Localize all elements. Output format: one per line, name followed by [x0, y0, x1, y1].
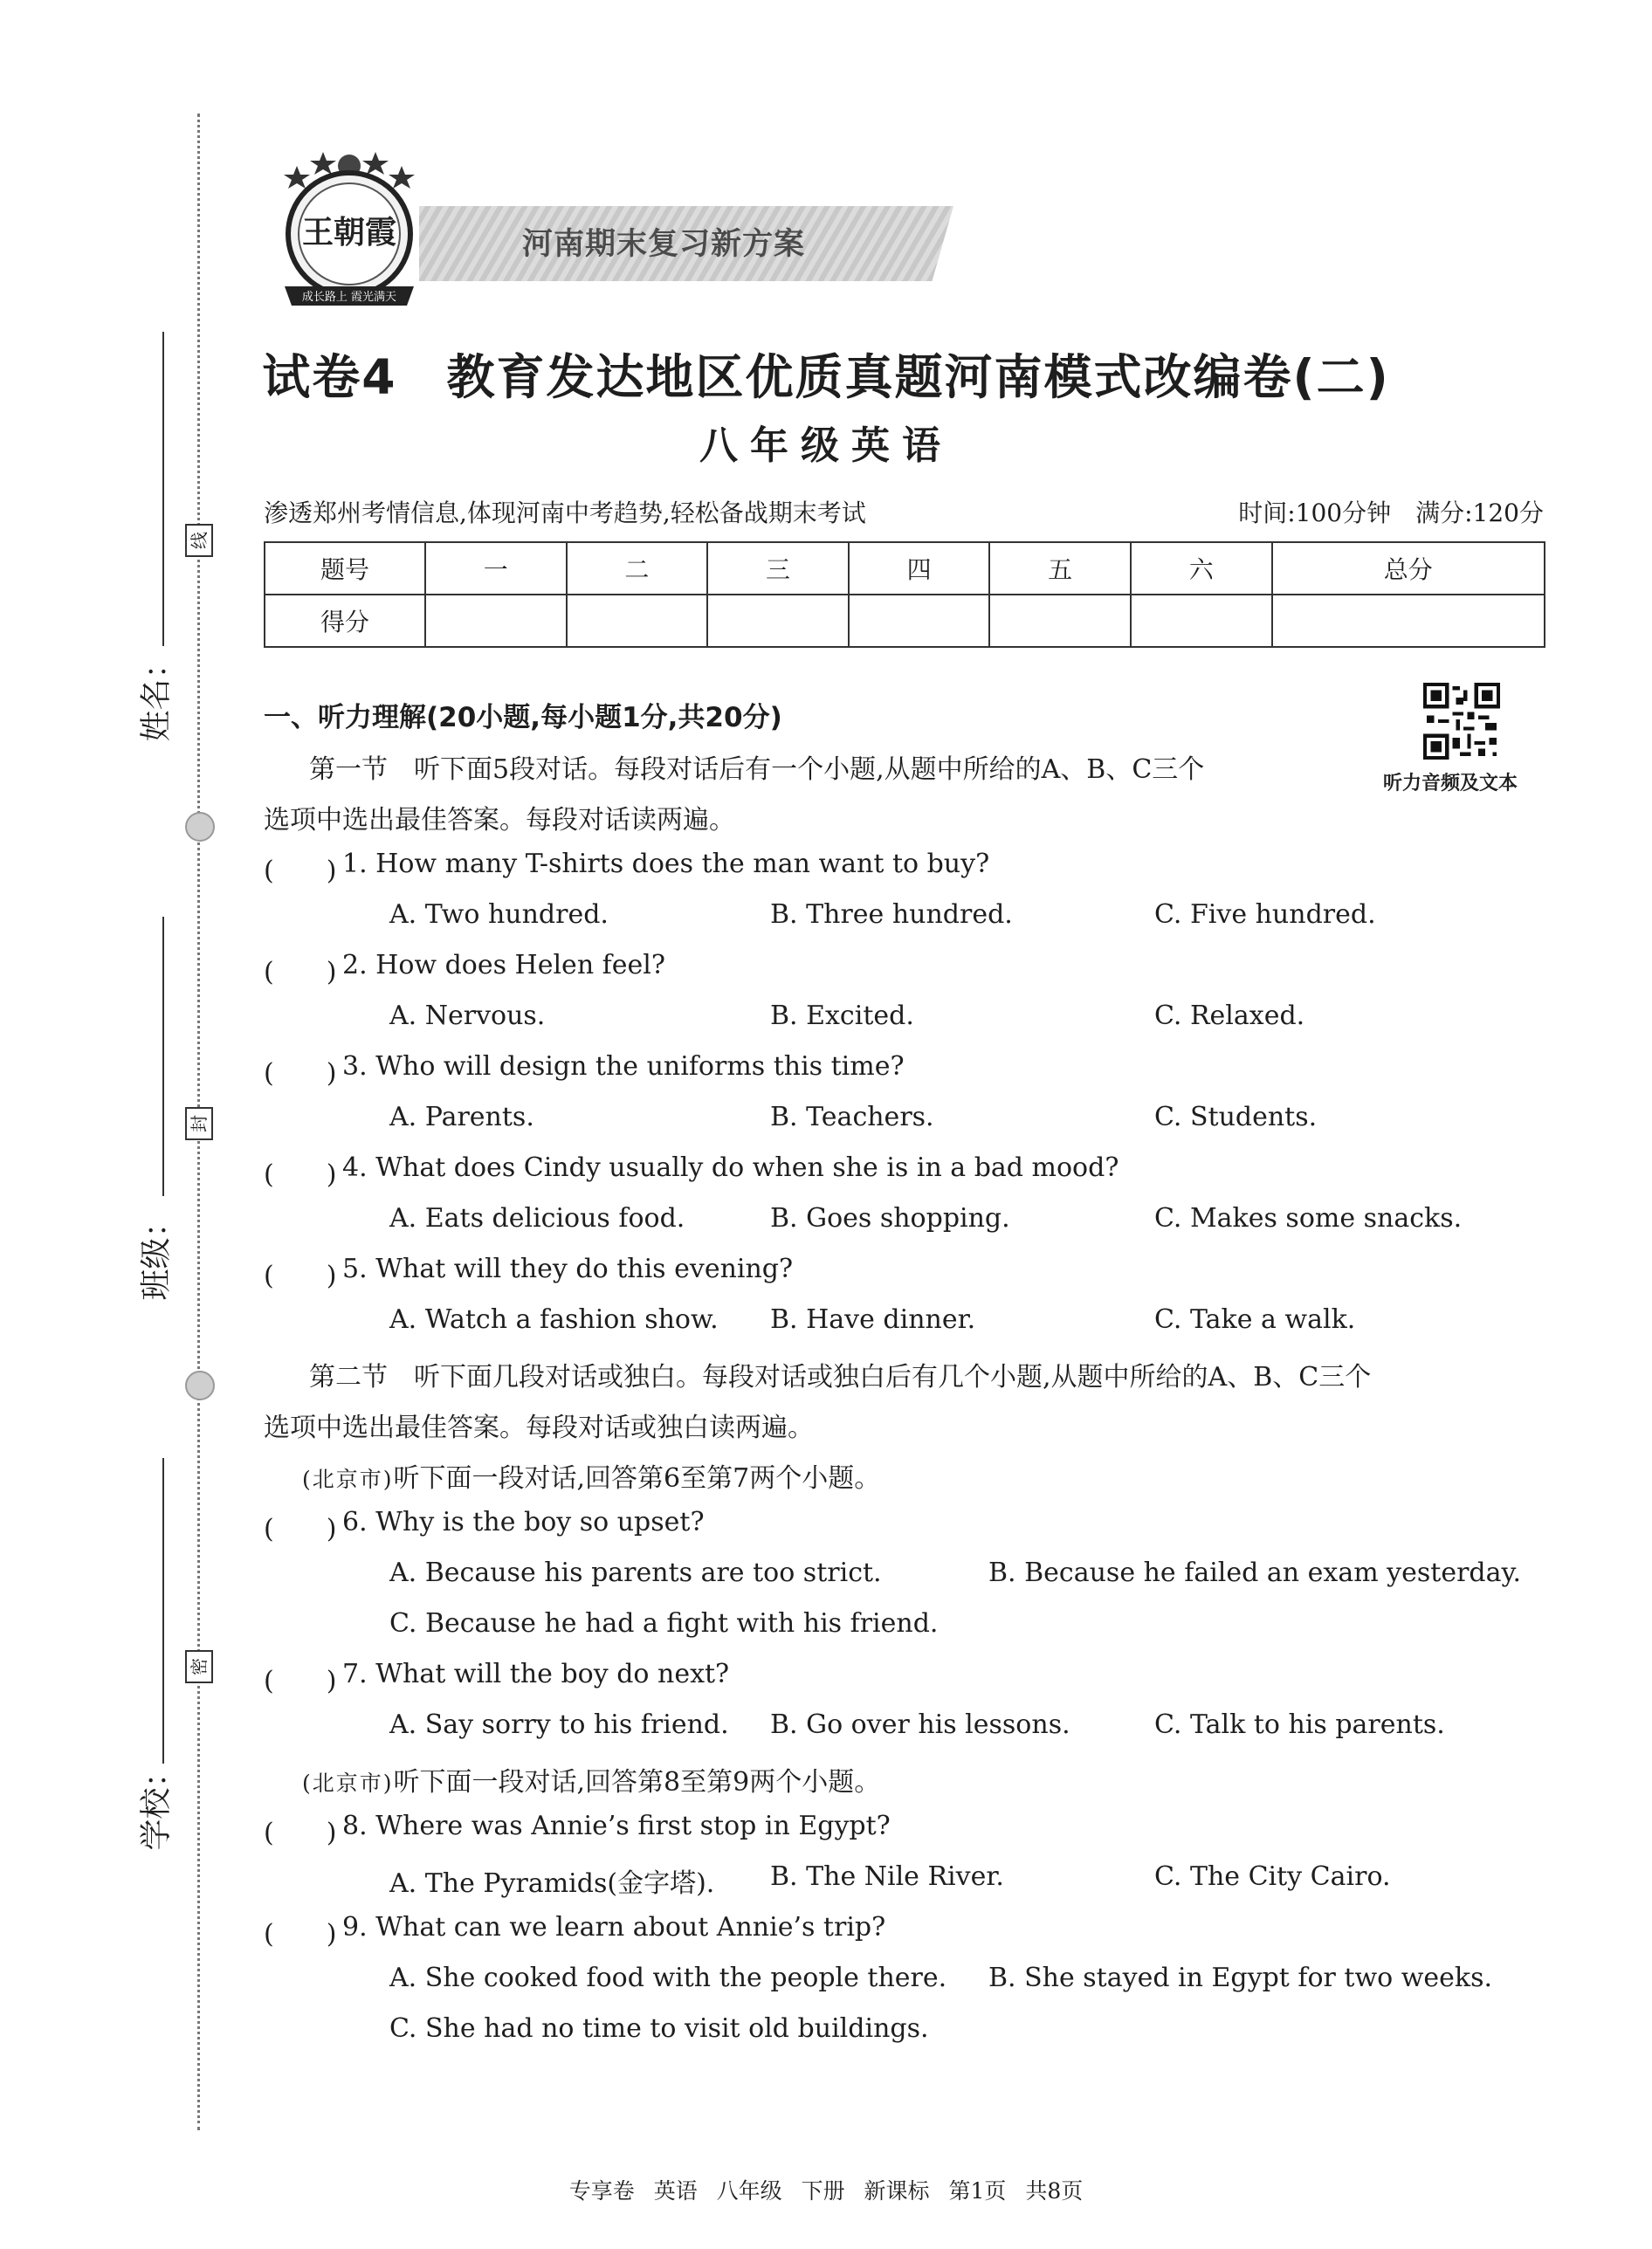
score-table-header-row [265, 542, 1545, 595]
answer-bracket[interactable]: ( ) [264, 1261, 337, 1291]
option-a: A. Say sorry to his friend. [389, 1709, 729, 1740]
score-input-cell[interactable] [1272, 595, 1545, 647]
option-a: A. Parents. [389, 1102, 534, 1132]
seal-box-line: 线 [185, 524, 213, 557]
answer-bracket[interactable]: ( ) [264, 1818, 337, 1848]
option-b: B. Go over his lessons. [770, 1709, 1070, 1740]
option-c: C. Talk to his parents. [1154, 1709, 1445, 1740]
option-b: B. She stayed in Egypt for two weeks. [988, 1963, 1493, 1993]
option-a: A. Eats delicious food. [389, 1203, 685, 1234]
qr-caption: 听力音频及文本 [1383, 773, 1518, 794]
time-score: 时间:100分钟 满分:120分 [1238, 499, 1544, 527]
swirl-icon [185, 812, 215, 842]
brand-logo [262, 140, 437, 314]
paper-title: 试卷4 教育发达地区优质真题河南模式改编卷(二) [262, 349, 1390, 405]
option-b: B. Three hundred. [770, 899, 1013, 930]
question-stem: 9. What can we learn about Annie’s trip? [342, 1912, 886, 1943]
question-stem: 3. Who will design the uniforms this time? [342, 1051, 905, 1082]
option-c: C. Take a walk. [1154, 1304, 1356, 1335]
answer-bracket[interactable]: ( ) [264, 1666, 337, 1696]
option-b: B. Excited. [770, 1001, 914, 1031]
option-b: B. Have dinner. [770, 1304, 976, 1335]
answer-bracket[interactable]: ( ) [264, 1514, 337, 1544]
school-blank-line [162, 1458, 164, 1764]
score-cell: 一 [425, 542, 567, 595]
banner-text: 河南期末复习新方案 [522, 227, 806, 262]
seal-box-seal: 封 [185, 1107, 213, 1140]
score-cell: 五 [989, 542, 1131, 595]
tagline: 渗透郑州考情信息,体现河南中考趋势,轻松备战期末考试 [264, 499, 866, 527]
part1-instructions-line1: 第一节 听下面5段对话。每段对话后有一个小题,从题中所给的A、B、C三个 [309, 754, 1205, 785]
option-a: A. Because his parents are too strict. [389, 1558, 882, 1588]
option-a: A. Nervous. [389, 1001, 546, 1031]
source-note: (北京市)听下面一段对话,回答第8至第9两个小题。 [302, 1767, 881, 1798]
score-table [264, 541, 1545, 648]
score-input-cell[interactable] [707, 595, 849, 647]
option-b: B. Teachers. [770, 1102, 934, 1132]
score-input-cell[interactable] [425, 595, 567, 647]
answer-bracket[interactable]: ( ) [264, 957, 337, 987]
seal-box-secret: 密 [185, 1650, 213, 1683]
score-cell: 总分 [1272, 542, 1545, 595]
question-stem: 5. What will they do this evening? [342, 1254, 794, 1284]
option-c: C. Because he had a fight with his friend. [389, 1608, 939, 1639]
score-cell: 三 [707, 542, 849, 595]
paper-subtitle: 八年级英语 [699, 423, 953, 468]
option-c: C. Students. [1154, 1102, 1318, 1132]
question-stem: 6. Why is the boy so upset? [342, 1507, 705, 1537]
answer-bracket[interactable]: ( ) [264, 856, 337, 886]
score-cell: 得分 [265, 595, 425, 647]
question-stem: 8. Where was Annie’s first stop in Egypt? [342, 1811, 891, 1841]
part1-instructions-line2: 选项中选出最佳答案。每段对话读两遍。 [264, 805, 735, 836]
option-b: B. Because he failed an exam yesterday. [988, 1558, 1522, 1588]
answer-bracket[interactable]: ( ) [264, 1159, 337, 1190]
option-b: B. Goes shopping. [770, 1203, 1010, 1234]
option-c: C. The City Cairo. [1154, 1861, 1391, 1892]
score-input-cell[interactable] [849, 595, 990, 647]
score-cell: 六 [1131, 542, 1272, 595]
option-c: C. She had no time to visit old buildings. [389, 2013, 929, 2044]
section-heading: 一、听力理解(20小题,每小题1分,共20分) [264, 702, 782, 733]
score-cell: 二 [567, 542, 708, 595]
answer-bracket[interactable]: ( ) [264, 1919, 337, 1950]
logo-text: 王朝霞 [301, 215, 397, 251]
question-stem: 1. How many T-shirts does the man want to buy? [342, 849, 990, 879]
score-cell: 题号 [265, 542, 425, 595]
score-input-cell[interactable] [567, 595, 708, 647]
class-blank-line [162, 917, 164, 1196]
swirl-icon [185, 1371, 215, 1400]
score-input-cell[interactable] [989, 595, 1131, 647]
option-a: A. She cooked food with the people there. [389, 1963, 947, 1993]
answer-bracket[interactable]: ( ) [264, 1058, 337, 1089]
part2-instructions-line2: 选项中选出最佳答案。每段对话或独白读两遍。 [264, 1413, 814, 1443]
option-b: B. The Nile River. [770, 1861, 1004, 1892]
class-label: 班级： [138, 1206, 175, 1301]
page-footer: 专享卷 英语 八年级 下册 新课标 第1页 共8页 [568, 2178, 1084, 2204]
school-label: 学校： [138, 1756, 175, 1851]
logo-ribbon-text: 成长路上 霞光满天 [301, 291, 397, 304]
qr-code-icon[interactable] [1423, 683, 1500, 760]
option-c: C. Five hundred. [1154, 899, 1376, 930]
question-stem: 4. What does Cindy usually do when she is in a bad mood? [342, 1152, 1119, 1183]
score-table-score-row [265, 595, 1545, 647]
option-a: A. Watch a fashion show. [389, 1304, 719, 1335]
option-a: A. The Pyramids(金字塔). [389, 1868, 715, 1899]
question-stem: 2. How does Helen feel? [342, 950, 665, 980]
score-cell: 四 [849, 542, 990, 595]
option-c: C. Makes some snacks. [1154, 1203, 1463, 1234]
source-note: (北京市)听下面一段对话,回答第6至第7两个小题。 [302, 1463, 881, 1494]
option-c: C. Relaxed. [1154, 1001, 1305, 1031]
part2-instructions-line1: 第二节 听下面几段对话或独白。每段对话或独白后有几个小题,从题中所给的A、B、C三个 [309, 1362, 1372, 1393]
option-a: A. Two hundred. [389, 899, 609, 930]
score-input-cell[interactable] [1131, 595, 1272, 647]
name-label: 姓名： [138, 647, 175, 742]
question-stem: 7. What will the boy do next? [342, 1659, 730, 1689]
